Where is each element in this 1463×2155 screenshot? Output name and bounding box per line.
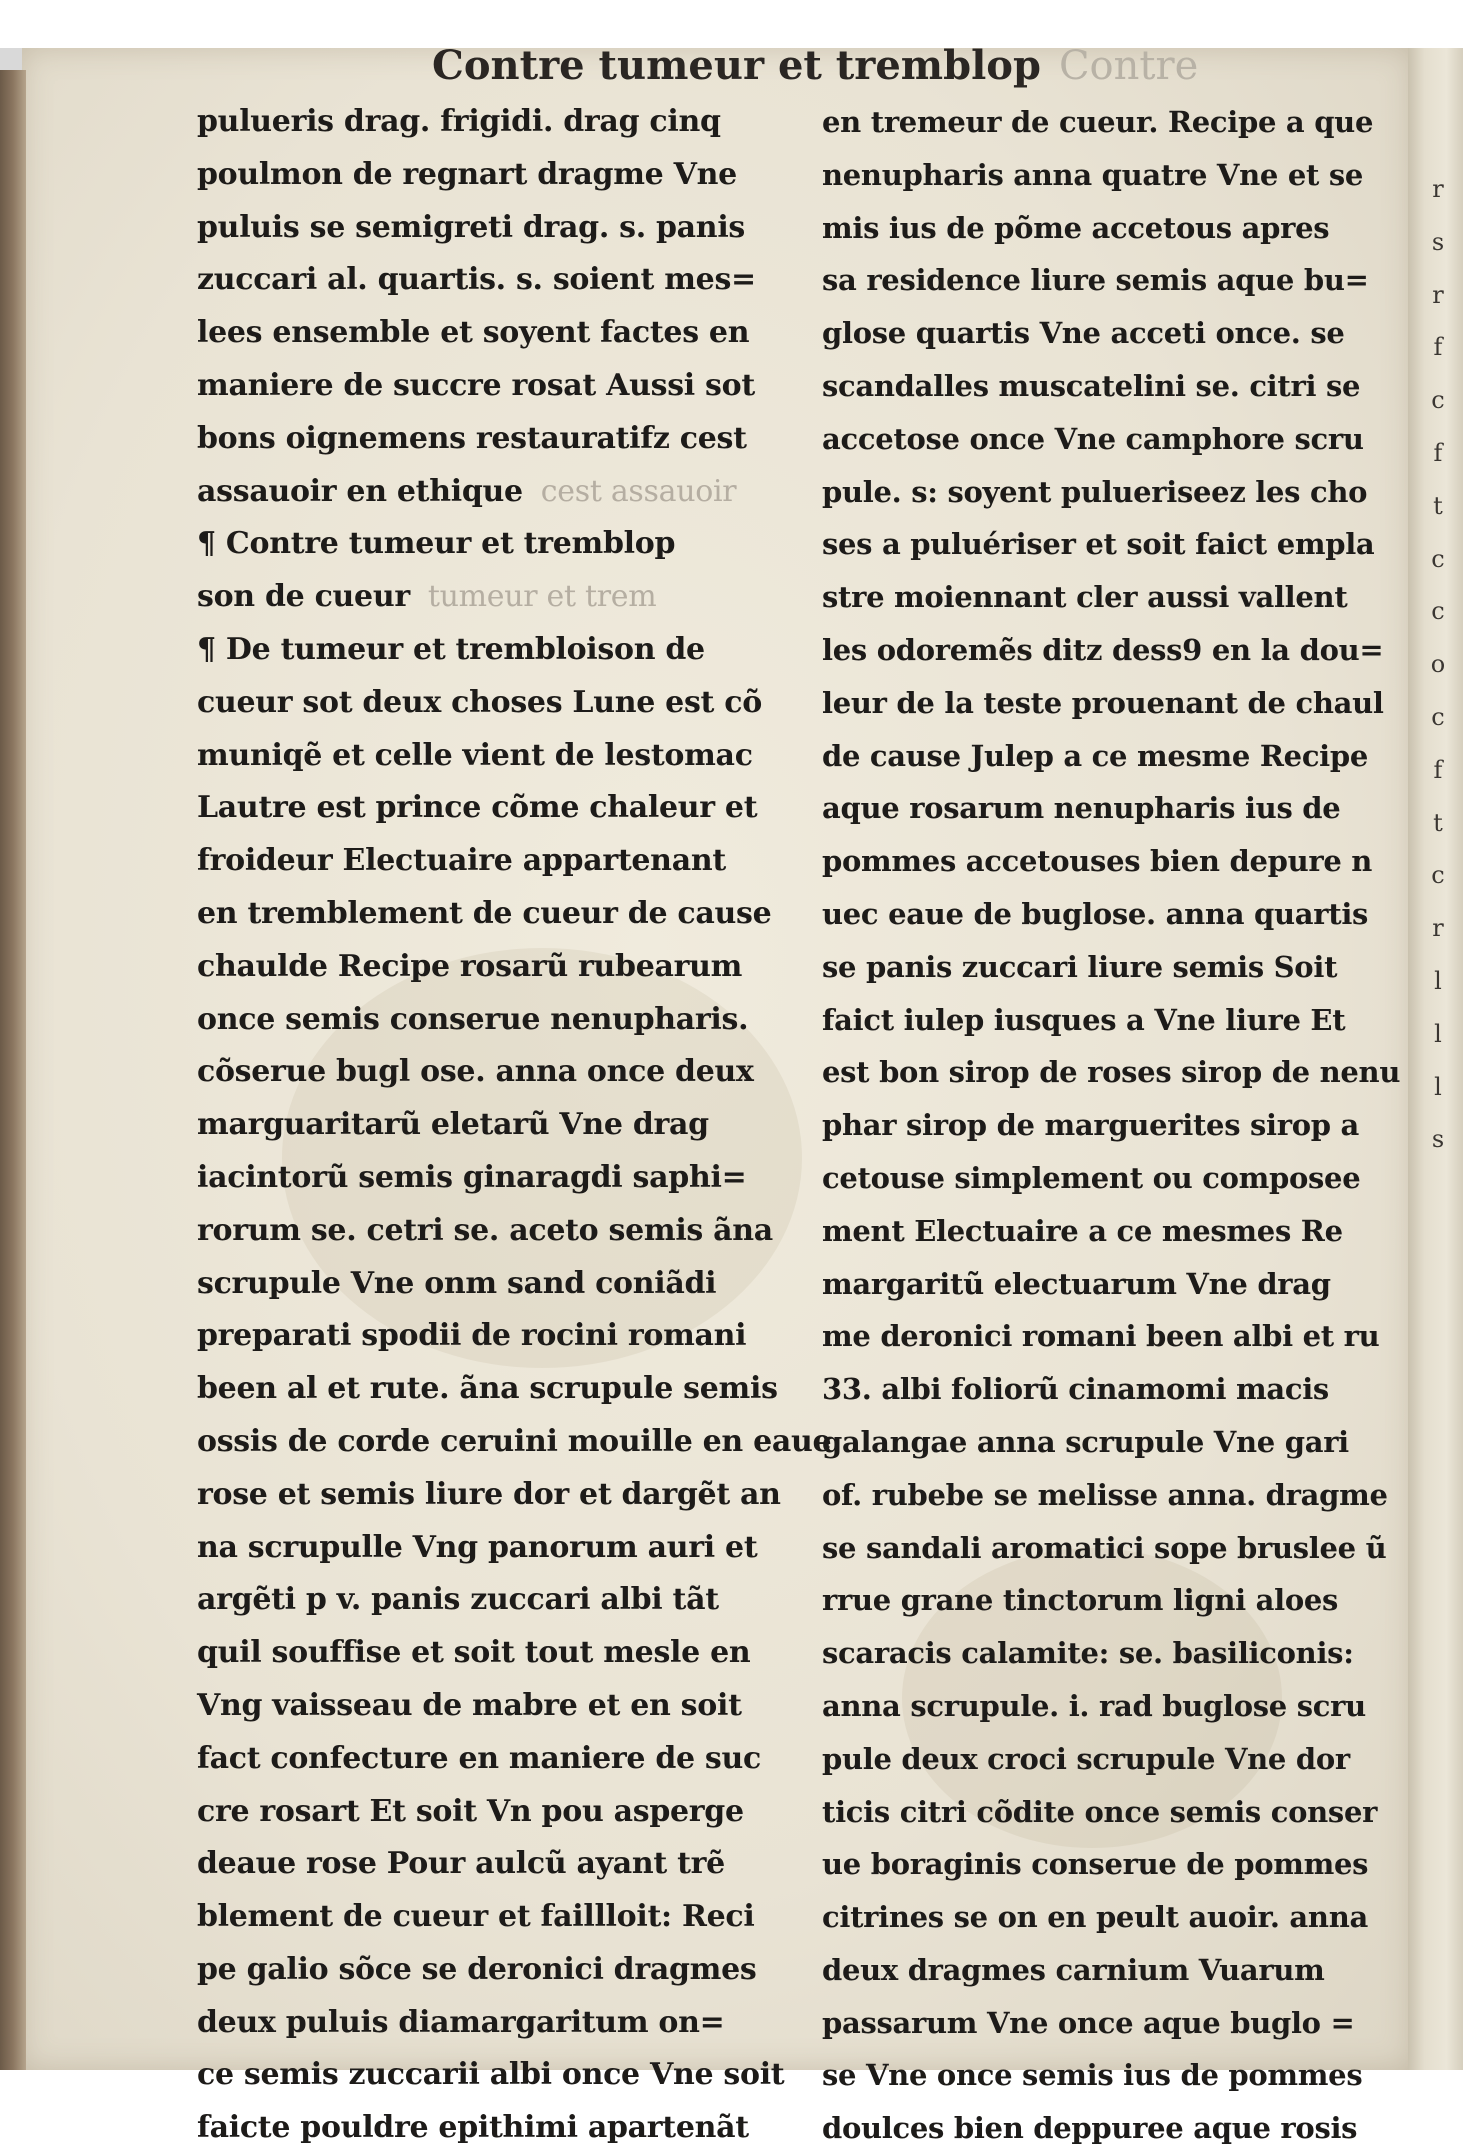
text-line-content: en tremblement de cueur de cause: [197, 895, 772, 931]
text-line: [822, 518, 1407, 571]
text-line-content: ¶ Contre tumeur et tremblop: [197, 526, 676, 562]
text-line-content: iacintorũ semis ginaragdi saphi=: [197, 1159, 747, 1195]
text-line: [197, 1838, 817, 1891]
text-line-content: pulueris drag. frigidi. drag cinq: [197, 104, 721, 139]
running-head: [432, 42, 1199, 89]
text-line: [822, 360, 1407, 413]
text-line: [822, 677, 1407, 730]
text-line-content: quil souffise et soit tout mesle en: [197, 1635, 751, 1671]
text-line-content: preparati spodii de rocini romani: [197, 1318, 747, 1354]
right-column: [822, 96, 1407, 2155]
margin-mark: c: [1431, 544, 1445, 573]
text-line: [197, 1786, 817, 1839]
text-line-content: ses a puluériser et soit faict empla: [822, 527, 1375, 562]
text-line-content: fact confecture en maniere de suc: [197, 1740, 761, 1776]
text-line: [197, 941, 817, 994]
text-line: [822, 307, 1407, 360]
text-line-content: chaulde Recipe rosarũ rubearum: [197, 948, 743, 984]
text-line-content: rose et semis liure dor et dargẽt an: [197, 1476, 781, 1512]
text-line-content: marguaritarũ eletarũ Vne drag: [197, 1107, 709, 1143]
text-line: [197, 1046, 817, 1099]
text-line-content: froideur Electuaire appartenant: [197, 843, 726, 879]
text-line: [822, 2049, 1407, 2102]
text-line-content: pule. s: soyent pulueriseez les cho: [822, 474, 1368, 509]
text-line-content: ce semis zuccarii albi once Vne soit: [197, 2057, 785, 2093]
text-line-content: poulmon de regnart dragme Vne: [197, 156, 737, 192]
text-line: [197, 1310, 817, 1363]
margin-mark: l: [1434, 966, 1442, 995]
text-line: [822, 888, 1407, 941]
text-line-content: of. rubebe se melisse anna. dragme: [822, 1477, 1388, 1512]
text-line: [197, 360, 817, 413]
text-line: [197, 1099, 817, 1152]
text-line-content: se sandali aromatici sope bruslee ũ: [822, 1530, 1387, 1565]
text-line: [197, 624, 817, 677]
text-line-content: rorum se. cetri se. aceto semis ãna: [197, 1212, 773, 1248]
margin-mark: r: [1432, 914, 1444, 943]
text-line-content: ment Electuaire a ce mesmes Re: [822, 1213, 1343, 1248]
text-line-content: phar sirop de marguerites sirop a: [822, 1108, 1360, 1143]
text-line: [822, 1680, 1407, 1733]
text-line: [197, 1997, 817, 2050]
text-line: [197, 1944, 817, 1997]
text-line: [197, 2102, 817, 2155]
text-line-content: na scrupulle Vng panorum auri et: [197, 1529, 758, 1565]
text-line-content: nenupharis anna quatre Vne et se: [822, 157, 1364, 192]
text-line-content: les odoremẽs ditz dess9 en la dou=: [822, 632, 1384, 667]
text-line: [822, 1258, 1407, 1311]
text-line-content: 33. albi foliorũ cinamomi macis: [822, 1372, 1329, 1407]
text-line: [822, 1416, 1407, 1469]
text-line: [822, 1363, 1407, 1416]
text-line-content: en tremeur de cueur. Recipe a que: [822, 105, 1374, 139]
text-line-content: puluis se semigreti drag. s. panis: [197, 209, 746, 245]
text-line-content: Lautre est prince cõme chaleur et: [197, 790, 758, 826]
text-line: [822, 1838, 1407, 1891]
running-head-ghost: Contre: [1058, 43, 1199, 89]
text-line: [197, 202, 817, 255]
text-line-content: aque rosarum nenupharis ius de: [822, 791, 1341, 826]
margin-mark: c: [1431, 861, 1445, 890]
text-line-content: margaritũ electuarum Vne drag: [822, 1266, 1331, 1301]
text-line-content: pule deux croci scrupule Vne dor: [822, 1741, 1350, 1776]
text-line: [197, 1680, 817, 1733]
text-line: [822, 1046, 1407, 1099]
text-line-content: est bon sirop de roses sirop de nenu: [822, 1055, 1401, 1090]
text-line-content: me deronici romani been albi et ru: [822, 1319, 1380, 1354]
text-line-content: faict iulep iusques a Vne liure Et: [822, 1002, 1346, 1037]
text-line: [197, 1363, 817, 1416]
text-line: [822, 782, 1407, 835]
text-line-content: deaue rose Pour aulcũ ayant trẽ: [197, 1846, 725, 1882]
text-line: [822, 571, 1407, 624]
text-line-content: scandalles muscatelini se. citri se: [822, 368, 1361, 403]
text-line: [822, 1152, 1407, 1205]
text-line: [822, 1469, 1407, 1522]
book-left-edge: [0, 70, 26, 2070]
text-line-content: citrines se on en peult auoir. anna: [822, 1900, 1368, 1935]
text-line-content: se panis zuccari liure semis Soit: [822, 949, 1338, 984]
text-line: [197, 1522, 817, 1575]
margin-mark: c: [1431, 702, 1445, 731]
left-column: [197, 96, 832, 2155]
running-head-text: Contre tumeur et tremblop: [432, 42, 1041, 89]
text-line-content: doulces bien deppuree aque rosis: [822, 2111, 1358, 2146]
text-line-content: rrue grane tinctorum ligni aloes: [822, 1583, 1339, 1618]
margin-mark: f: [1433, 438, 1443, 467]
text-line: [822, 149, 1407, 202]
margin-mark: t: [1433, 491, 1443, 520]
text-line-content: ¶ De tumeur et trembloison de: [197, 631, 705, 667]
text-line: [197, 254, 817, 307]
text-line: [197, 96, 817, 149]
text-line-content: mis ius de põme accetous apres: [822, 210, 1330, 245]
text-line: [822, 1733, 1407, 1786]
margin-mark: c: [1431, 597, 1445, 626]
text-line-content: uec eaue de buglose. anna quartis: [822, 896, 1369, 931]
text-line-content: lees ensemble et soyent factes en: [197, 315, 750, 351]
text-line-content: assauoir en ethique: [197, 473, 523, 509]
text-line: [197, 1152, 817, 1205]
text-line: [822, 202, 1407, 255]
text-line-content: argẽti p v. panis zuccari albi tãt: [197, 1582, 719, 1618]
scan-background: [0, 42, 1463, 2146]
text-line: [197, 1891, 817, 1944]
text-line: [822, 1944, 1407, 1997]
margin-mark: r: [1432, 280, 1444, 309]
text-line: [822, 466, 1407, 519]
text-line-content: faicte pouldre epithimi apartenãt: [197, 2110, 749, 2146]
margin-mark: f: [1433, 333, 1443, 362]
text-line-content: ossis de corde ceruini mouille en eaue: [197, 1423, 832, 1459]
text-line: [197, 994, 817, 1047]
text-line: [822, 1997, 1407, 2050]
margin-mark: l: [1434, 1019, 1442, 1048]
text-line-content: ticis citri cõdite once semis conser: [822, 1794, 1378, 1829]
book-page: [22, 42, 1412, 2146]
text-line: [197, 571, 817, 624]
text-line-content: pe galio sõce se deronici dragmes: [197, 1951, 757, 1987]
margin-mark: r: [1432, 175, 1444, 203]
text-line-content: leur de la teste prouenant de chaul: [822, 685, 1384, 720]
show-through-text: tumeur et trem: [427, 579, 657, 615]
text-line: [197, 1574, 817, 1627]
text-line: [822, 1205, 1407, 1258]
text-line: [822, 1786, 1407, 1839]
text-line: [197, 888, 817, 941]
text-line: [822, 835, 1407, 888]
text-line: [822, 994, 1407, 1047]
text-line: [197, 782, 817, 835]
margin-mark: s: [1431, 227, 1445, 256]
text-line: [822, 730, 1407, 783]
margin-mark: o: [1430, 650, 1446, 679]
text-line-content: de cause Julep a ce mesme Recipe: [822, 738, 1369, 773]
margin-mark: s: [1431, 1125, 1445, 1154]
margin-mark: c: [1431, 386, 1445, 415]
text-line: [197, 307, 817, 360]
text-line: [822, 1574, 1407, 1627]
text-line-content: glose quartis Vne acceti once. se: [822, 316, 1345, 351]
text-line: [197, 1205, 817, 1258]
text-line-content: zuccari al. quartis. s. soient mes=: [197, 262, 756, 298]
text-line: [822, 1310, 1407, 1363]
show-through-text: cest assauoir: [540, 473, 737, 509]
facing-page-margin-marks: [1418, 163, 1458, 1166]
text-line: [197, 1627, 817, 1680]
text-line: [822, 2102, 1407, 2155]
text-line-content: anna scrupule. i. rad buglose scru: [822, 1688, 1366, 1723]
text-line-content: Vng vaisseau de mabre et en soit: [197, 1687, 742, 1723]
text-line: [197, 1258, 817, 1311]
text-line-content: scrupule Vne onm sand coniãdi: [197, 1265, 717, 1301]
text-line-content: deux dragmes carnium Vuarum: [822, 1952, 1325, 1987]
text-line-content: scaracis calamite: se. basiliconis:: [822, 1636, 1354, 1671]
text-line-content: cueur sot deux choses Lune est cõ: [197, 684, 762, 720]
text-line: [822, 413, 1407, 466]
text-line-content: galangae anna scrupule Vne gari: [822, 1424, 1349, 1459]
text-line: [197, 518, 817, 571]
text-line: [822, 624, 1407, 677]
text-line: [197, 677, 817, 730]
text-line-content: muniqẽ et celle vient de lestomac: [197, 737, 753, 773]
text-line: [822, 1099, 1407, 1152]
text-line-content: accetose once Vne camphore scru: [822, 421, 1364, 456]
text-line: [822, 1522, 1407, 1575]
text-line-content: son de cueur: [197, 579, 410, 615]
text-line: [197, 466, 817, 519]
text-line: [197, 1733, 817, 1786]
text-line: [822, 254, 1407, 307]
text-line: [197, 149, 817, 202]
text-line-content: stre moiennant cler aussi vallent: [822, 580, 1348, 615]
text-line-content: pommes accetouses bien depure n: [822, 844, 1373, 879]
text-line-content: cõserue bugl ose. anna once deux: [197, 1054, 754, 1090]
text-line-content: cre rosart Et soit Vn pou asperge: [197, 1793, 744, 1829]
text-line: [197, 1416, 832, 1469]
text-line: [197, 1469, 817, 1522]
text-line-content: ue boraginis conserue de pommes: [822, 1847, 1369, 1882]
text-line-content: been al et rute. ãna scrupule semis: [197, 1371, 778, 1407]
text-line-content: maniere de succre rosat Aussi sot: [197, 367, 755, 403]
margin-mark: t: [1433, 808, 1443, 837]
text-line-content: bons oignemens restauratifz cest: [197, 420, 747, 456]
text-line-content: blement de cueur et faillloit: Reci: [197, 1899, 755, 1935]
text-line-content: passarum Vne once aque buglo =: [822, 2005, 1355, 2040]
text-line: [822, 96, 1407, 149]
text-line-content: cetouse simplement ou composee: [822, 1160, 1361, 1195]
text-line: [822, 941, 1407, 994]
margin-mark: l: [1434, 1072, 1442, 1101]
text-line-content: se Vne once semis ius de pommes: [822, 2058, 1363, 2093]
text-line: [822, 1627, 1407, 1680]
text-line-content: once semis conserue nenupharis.: [197, 1001, 749, 1037]
text-line-content: sa residence liure semis aque bu=: [822, 263, 1369, 298]
text-line: [197, 730, 817, 783]
text-line-content: deux puluis diamargaritum on=: [197, 2004, 725, 2040]
margin-mark: f: [1433, 755, 1443, 784]
text-line: [197, 835, 817, 888]
text-line: [822, 1891, 1407, 1944]
text-line: [197, 413, 817, 466]
text-line: [197, 2049, 817, 2102]
